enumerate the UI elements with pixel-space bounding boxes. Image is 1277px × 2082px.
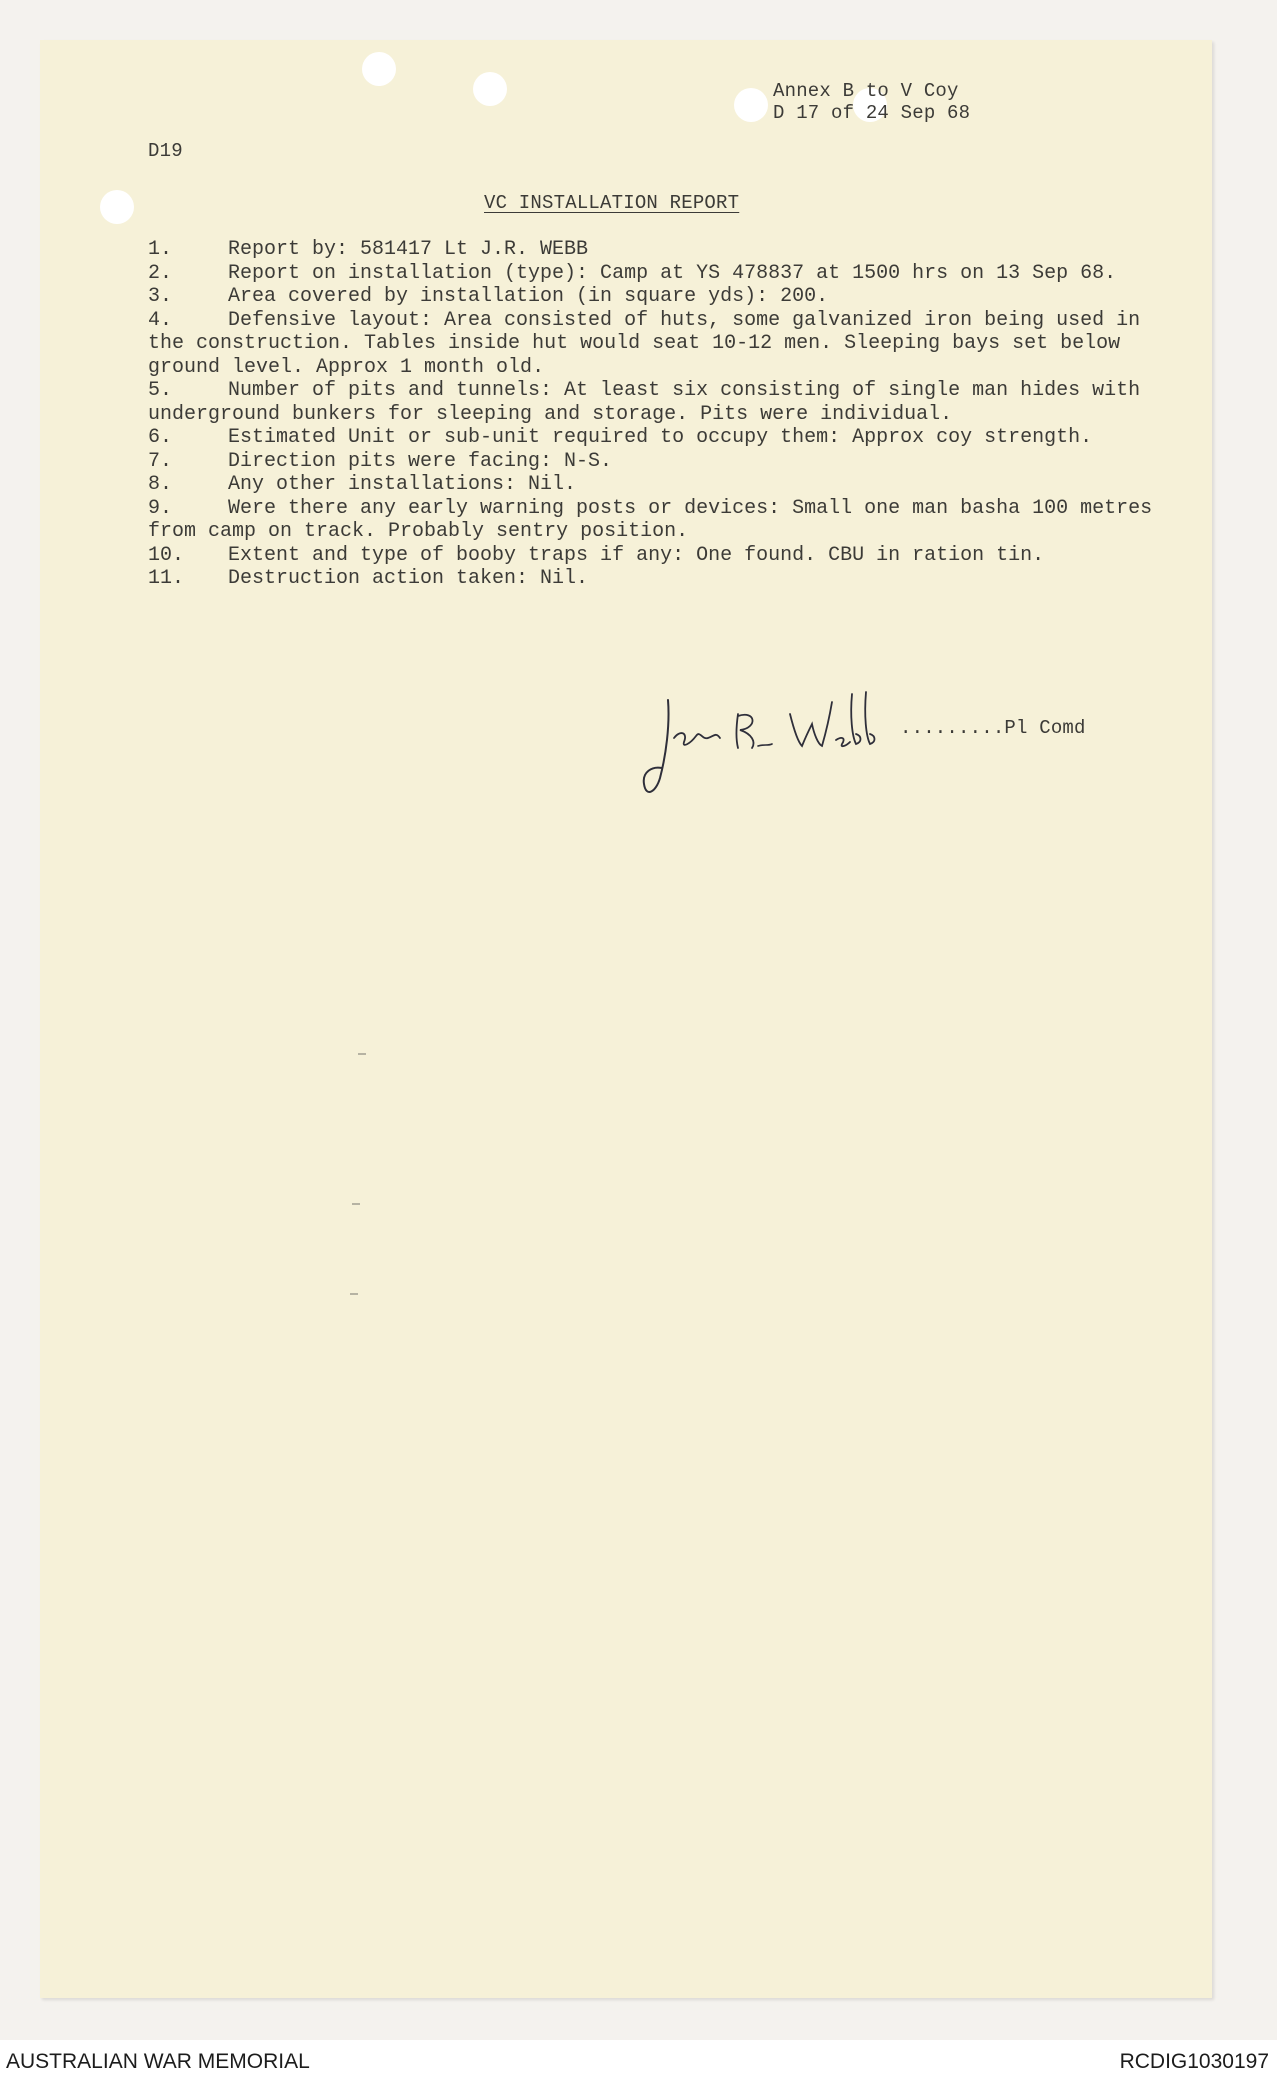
punch-hole <box>734 88 768 122</box>
item-text: Report by: 581417 Lt J.R. WEBB <box>228 238 589 261</box>
report-item <box>148 238 1158 262</box>
item-text: Number of pits and tunnels: At least six consisting of single man hides with underground bunkers for sleeping and storage. Pits were individual. <box>148 379 1141 426</box>
document-code: D19 <box>148 140 183 162</box>
item-text: Defensive layout: Area consisted of huts, some galvanized iron being used in the construction. Tables inside hut would seat 10-12 men. Sleeping bays set below ground level. Approx 1 month old. <box>148 308 1141 379</box>
item-number: 1. <box>148 238 173 261</box>
report-item <box>148 379 1158 426</box>
archive-name: AUSTRALIAN WAR MEMORIAL <box>6 2050 310 2073</box>
item-number: 3. <box>148 285 173 308</box>
punch-hole <box>473 72 507 106</box>
item-number: 2. <box>148 261 173 285</box>
report-item <box>148 450 1158 474</box>
item-text: Area covered by installation (in square yds): 200. <box>228 285 829 308</box>
handwritten-signature <box>640 680 910 810</box>
report-item <box>148 262 1158 286</box>
annex-line-2: D 17 of 24 Sep 68 <box>773 102 971 124</box>
item-text: Any other installations: Nil. <box>228 473 577 496</box>
item-text: Direction pits were facing: N-S. <box>228 449 613 473</box>
paper-speck <box>352 1203 360 1205</box>
item-text: Destruction action taken: Nil. <box>228 567 589 590</box>
item-number: 9. <box>148 496 173 520</box>
archive-footer <box>0 2040 1277 2082</box>
item-number: 10. <box>148 543 185 567</box>
item-number: 5. <box>148 379 173 402</box>
punch-hole <box>100 190 134 224</box>
paper-speck <box>350 1293 358 1295</box>
punch-hole <box>362 52 396 86</box>
annex-line-1: Annex B to V Coy <box>773 80 959 102</box>
paper-speck <box>358 1053 366 1055</box>
signature-line: .........Pl Comd <box>900 717 1086 739</box>
report-item <box>148 426 1158 450</box>
item-number: 11. <box>148 567 185 590</box>
report-title: VC INSTALLATION REPORT <box>484 192 740 214</box>
report-items <box>148 238 1158 591</box>
annex-reference <box>773 80 970 124</box>
report-item <box>148 285 1158 309</box>
item-text: Report on installation (type): Camp at YS 478837 at 1500 hrs on 13 Sep 68. <box>228 261 1117 285</box>
item-text: Were there any early warning posts or devices: Small one man basha 100 metres from camp on track. Probably sentry position. <box>148 496 1153 543</box>
item-number: 8. <box>148 473 173 496</box>
item-text: Extent and type of booby traps if any: One found. CBU in ration tin. <box>228 543 1045 567</box>
report-item <box>148 567 1158 591</box>
report-item <box>148 309 1158 380</box>
item-text: Estimated Unit or sub-unit required to occupy them: Approx coy strength. <box>228 426 1093 449</box>
archive-id: RCDIG1030197 <box>1119 2050 1269 2073</box>
report-item <box>148 544 1158 568</box>
item-number: 7. <box>148 449 173 473</box>
report-item <box>148 497 1158 544</box>
report-item <box>148 473 1158 497</box>
item-number: 4. <box>148 308 173 332</box>
item-number: 6. <box>148 426 173 449</box>
